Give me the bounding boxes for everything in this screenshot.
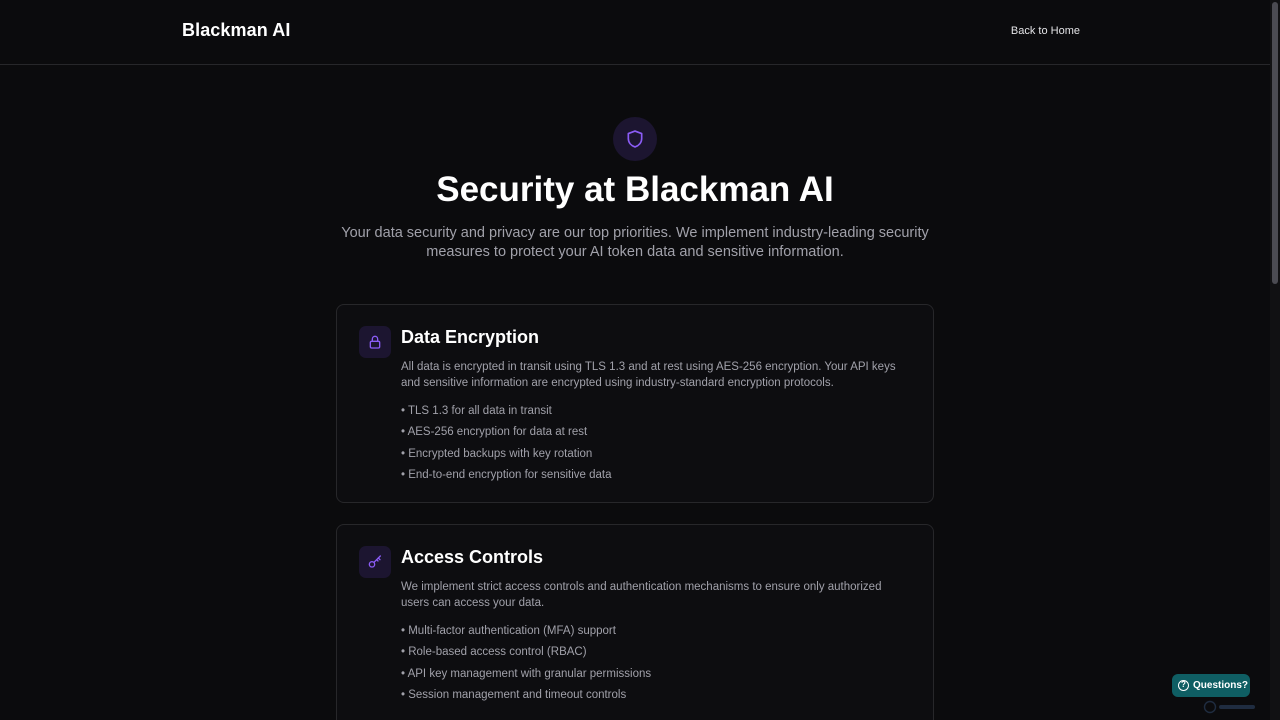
card-description: We implement strict access controls and authentication mechanisms to ensure only authorized users can access your data. (401, 581, 882, 609)
card-description: All data is encrypted in transit using TLS 1.3 and at rest using AES-256 encryption. Your API keys and sensitive information are encrypted using industry-standard encryption protocols. (401, 361, 896, 389)
feature-list (401, 621, 651, 706)
list-item: • Session management and timeout controls (401, 688, 627, 701)
watermark-logo (1203, 700, 1258, 714)
list-item: • API key management with granular permissions (401, 667, 652, 680)
list-item: • Encrypted backups with key rotation (401, 447, 593, 460)
list-item: • Role-based access control (RBAC) (401, 646, 587, 659)
site-header (0, 0, 1270, 65)
page-subtitle: Your data security and privacy are our top priorities. We implement industry-leading security measures to protect your AI token data and sensitive information. (341, 225, 929, 260)
back-to-home-link[interactable]: Back to Home (1010, 25, 1080, 37)
list-item: • End-to-end encryption for sensitive data (401, 468, 612, 481)
list-item: • AES-256 encryption for data at rest (401, 426, 588, 439)
key-icon (359, 546, 391, 578)
feature-list (401, 401, 612, 486)
card-title: Access Controls (401, 547, 544, 567)
shield-icon (613, 117, 657, 161)
questions-button[interactable] (1172, 674, 1250, 697)
list-item: • Multi-factor authentication (MFA) support (401, 625, 616, 637)
page-title: Security at Blackman AI (436, 170, 834, 209)
scrollbar-thumb[interactable] (1272, 2, 1278, 284)
questions-label: Questions? (1193, 680, 1249, 691)
list-item: • TLS 1.3 for all data in transit (401, 405, 552, 417)
help-circle-icon: ? (1178, 680, 1189, 691)
brand-logo[interactable]: Blackman AI (182, 20, 291, 40)
page-scrollbar[interactable] (1270, 0, 1280, 720)
data-encryption-card (336, 304, 934, 503)
card-title: Data Encryption (401, 327, 540, 347)
lock-icon (359, 326, 391, 358)
access-controls-card (336, 524, 934, 720)
